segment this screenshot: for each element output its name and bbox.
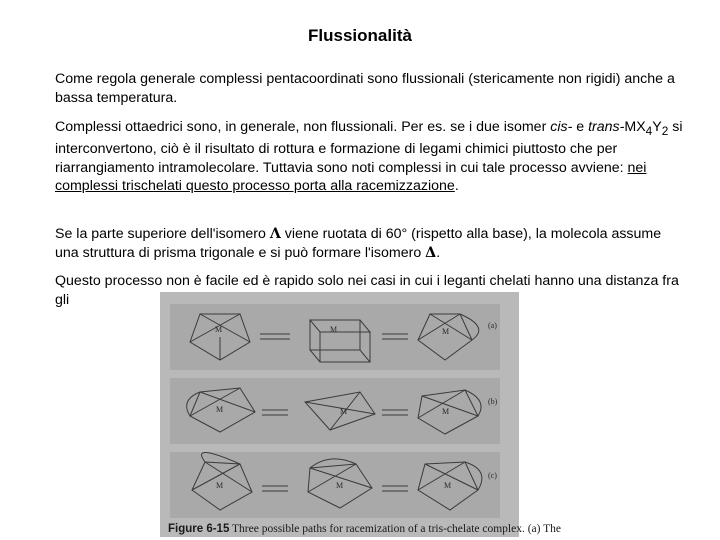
metal-label-a1: M — [215, 325, 223, 334]
p2-trans: trans- — [588, 119, 625, 135]
figure-caption-number: Figure 6-15 — [168, 523, 230, 535]
p2-underlined: nei complessi trischelati questo processo porta alla racemizzazione — [55, 159, 647, 195]
figure-row-c — [170, 452, 500, 518]
p2-formula-mx: MX — [624, 119, 646, 135]
p2-text-a: Complessi ottaedrici sono, in generale, non flussionali. Per es. se i due isomer — [55, 119, 551, 135]
paragraph-rotation — [55, 225, 685, 262]
p2-text-c: si interconvertono, ciò è il risultato di rottura e formazione di legami chimici piuttosto che per riarrangiamento intramolecolare. Tuttavia sono noti complessi in cui tale processo avviene: — [55, 119, 683, 176]
lambda-symbol: Λ — [269, 226, 281, 242]
p2-text-d: . — [454, 178, 459, 195]
figure-caption — [168, 523, 562, 535]
figure-row-b — [170, 378, 500, 444]
figure-racemization — [160, 292, 562, 537]
p3-text-c: . — [436, 244, 441, 261]
paragraph-pentacoordinate: Come regola generale complessi pentacoordinati sono flussionali (stericamente non rigidi) anche a bassa temperatura. — [55, 71, 675, 106]
label-a: (a) — [488, 321, 497, 330]
paragraph-process: Questo processo non è facile ed è rapido solo nei casi in cui i leganti chelati hanno una distanza fra gli — [55, 273, 679, 308]
metal-label-a3: M — [442, 327, 450, 336]
metal-label-c3: M — [444, 481, 452, 490]
p2-text-b: e — [572, 119, 589, 135]
page-title: Flussionalità — [308, 26, 412, 45]
label-c: (c) — [488, 471, 497, 480]
delta-symbol: Δ — [425, 244, 437, 261]
metal-label-b2: M — [340, 407, 348, 416]
p2-sub-2: 2 — [661, 123, 669, 138]
p2-cis: cis- — [550, 119, 573, 135]
figure-caption-text: Three possible paths for racemization of a tris-chelate complex. (a) The — [229, 523, 562, 535]
figure-row-a — [170, 304, 500, 370]
metal-label-b1: M — [216, 405, 224, 414]
figure-drawing — [160, 292, 519, 537]
metal-label-a2: M — [330, 325, 338, 334]
p3-text-b: viene ruotata di 60° (rispetto alla base), la molecola assume una struttura di prisma trigonale e si può formare l'isomero — [55, 226, 662, 261]
metal-label-c2: M — [336, 481, 344, 490]
p2-sub-4: 4 — [645, 123, 653, 138]
label-b: (b) — [488, 397, 498, 406]
p2-formula-y: Y — [652, 119, 662, 135]
metal-label-b3: M — [442, 407, 450, 416]
paragraph-octahedral — [55, 118, 685, 196]
metal-label-c1: M — [216, 481, 224, 490]
p3-text-a: Se la parte superiore dell'isomero — [55, 226, 270, 242]
